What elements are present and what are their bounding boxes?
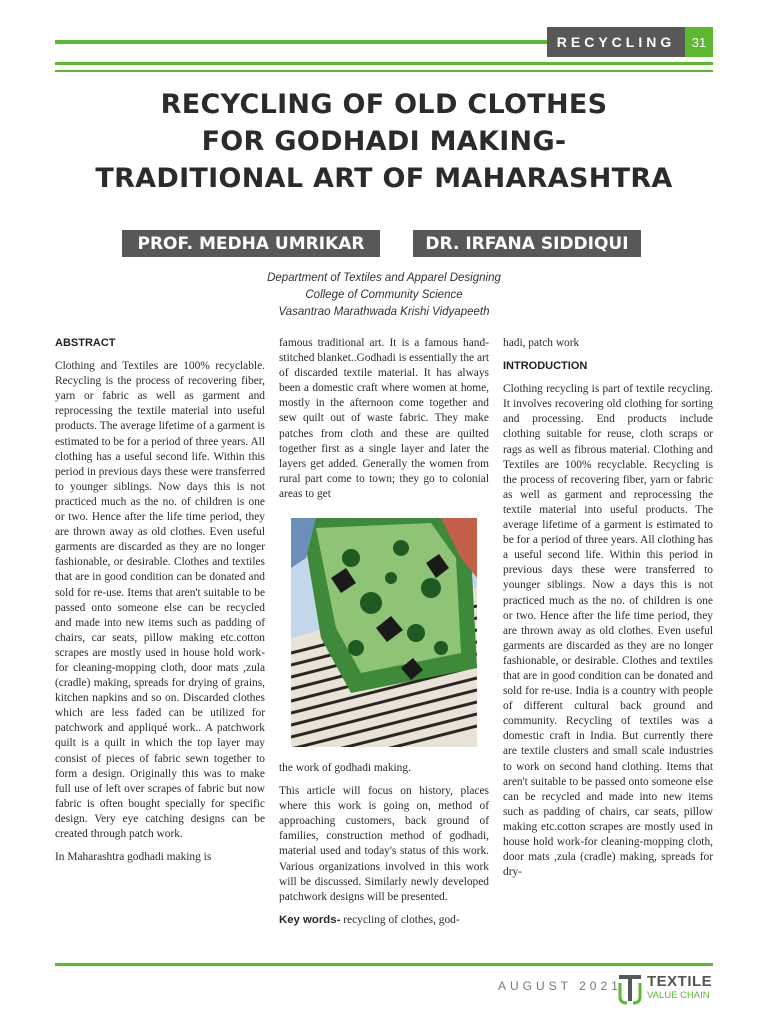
- title-line: TRADITIONAL ART OF MAHARASHTRA: [95, 163, 673, 194]
- affiliation-line: Vasantrao Marathwada Krishi Vidyapeeth: [278, 306, 490, 318]
- author-badge: PROF. MEDHA UMRIKAR: [122, 230, 380, 257]
- abstract-paragraph: Clothing and Textiles are 100% recyclable. Recycling is the process of recovering fiber, yarn or fabric as well as garment and reprocessing the textile material into useful products. The average lifetime of a garment is estimated to be for a period of three years. All clothing has a useful second life. Within this period in previous days these were transferred to younger siblings. Now days this is not practiced much as the no. of children is one or two. Hence after the life time period, they are thrown away as old clothes. Even useful garments are discarded as they are no longer fashionable, or desirable. Clothes and textiles that are in good condition can be donated and sold for re-use. Items that aren't suitable to be passed onto someone else can be recycled and made into new items such as padding of chairs, car seats, pillow making etc.cotton scrapes are mostly used in house hold work-for cleaning-mopping cloth, door mats ,zula (cradle) making, spreads for drying of grains, kitchen napkins and so on. Discarded clothes which are less faded can be utilized for patchwork and appliqué work.. A patchwork quilt is a quilt in which the top layer may consist of pieces of fabric sewn together to form a design. Originally this was to make full use of left over scrapes of fabric but now fabric is often bought specially for specific design. Very eye catching designs can be created through patch work.: [55, 360, 266, 840]
- title-line: RECYCLING OF OLD CLOTHES: [160, 89, 608, 120]
- header-rule-mid: [55, 62, 713, 65]
- column-2-continued: [279, 761, 489, 936]
- body-paragraph: famous traditional art. It is a famous hand-stitched blanket..Godhadi is essentially the art of discarded textile material. It has always been a domestic craft where women at home, mostly in the afternoon come together and sew quilt out of waste fabric. They make patches from cloth and these are quilted together first as a single layer and later the layers get added. Generally the women from rural part come to town; they go to colonial areas to get: [279, 337, 489, 500]
- page-number: 31: [685, 27, 713, 57]
- column-2: [279, 336, 489, 510]
- body-paragraph: Clothing recycling is part of textile recycling. It involves recovering old clothing for sorting and processing. End products include clothing suitable for reuse, cloth scraps or rags as well as fibrous material. Clothing and Textiles are 100% recyclable. Recycling is the process of recovering fiber, yarn or fabric as well as garment and reprocessing the textile material into useful products. The average lifetime of a garment is estimated to be for a period of three years. All clothing has a useful second life. Within this period in previous days these were transferred to younger siblings. Now a days this is not practiced much as the no. of children is one or two. Hence after the life time period, they are thrown away as old clothes. Even useful garments are discarded as they are no longer fashionable, or desirable. Clothes and textiles that are in good condition can be donated and sold for re-use. India is a country with people of different cultural back ground and community. Recycling of textiles was a domestic craft in India. But currently there are textile clusters and small scale industries to work on second hand clothing. Items that aren't suitable to be passed onto someone else can be recycled and made into new items such as padding of chairs, car seats, pillow making etc.cotton scrapes are mostly used in house hold work-for cleaning-mopping cloth, door mats ,zula (cradle) making, spreads for dry-: [503, 383, 713, 879]
- quilt-illustration: [291, 518, 477, 747]
- section-tab: RECYCLING: [547, 27, 685, 57]
- column-1: [55, 336, 265, 873]
- affiliation-line: Department of Textiles and Apparel Designing: [267, 272, 501, 284]
- body-paragraph: the work of godhadi making.: [279, 762, 411, 774]
- keywords-text: recycling of clothes, god-: [340, 913, 460, 926]
- affiliation-line: College of Community Science: [305, 289, 463, 301]
- keywords: [279, 913, 489, 928]
- article-title: [40, 86, 728, 197]
- title-line: FOR GODHADI MAKING-: [201, 126, 567, 157]
- issue-date: AUGUST 2021: [498, 979, 622, 993]
- header-rule-bottom: [55, 70, 713, 72]
- logo-text: TEXTILE: [647, 973, 713, 990]
- logo-subtext: VALUE CHAIN: [647, 990, 710, 1001]
- body-paragraph: This article will focus on history, places where this work is going on, method of approaching customers, back ground of families, construction method of godhadi, material used and today's status of this work. Various organizations involved in this work will be discussed. Similarly newly developed patchwork designs will be presented.: [279, 785, 489, 903]
- footer-rule: [55, 963, 713, 966]
- tvc-logo-icon: [617, 973, 645, 1005]
- affiliation: [0, 270, 768, 321]
- godhadi-quilt-photo: [291, 518, 477, 747]
- textile-value-chain-logo: [617, 973, 717, 1005]
- column-3: [503, 336, 713, 888]
- introduction-heading: INTRODUCTION: [503, 360, 588, 373]
- abstract-heading: ABSTRACT: [55, 337, 116, 349]
- abstract-paragraph: In Maharashtra godhadi making is: [55, 851, 212, 864]
- author-badge: DR. IRFANA SIDDIQUI: [413, 230, 641, 257]
- body-paragraph: hadi, patch work: [503, 337, 580, 349]
- keywords-label: Key words-: [279, 913, 341, 926]
